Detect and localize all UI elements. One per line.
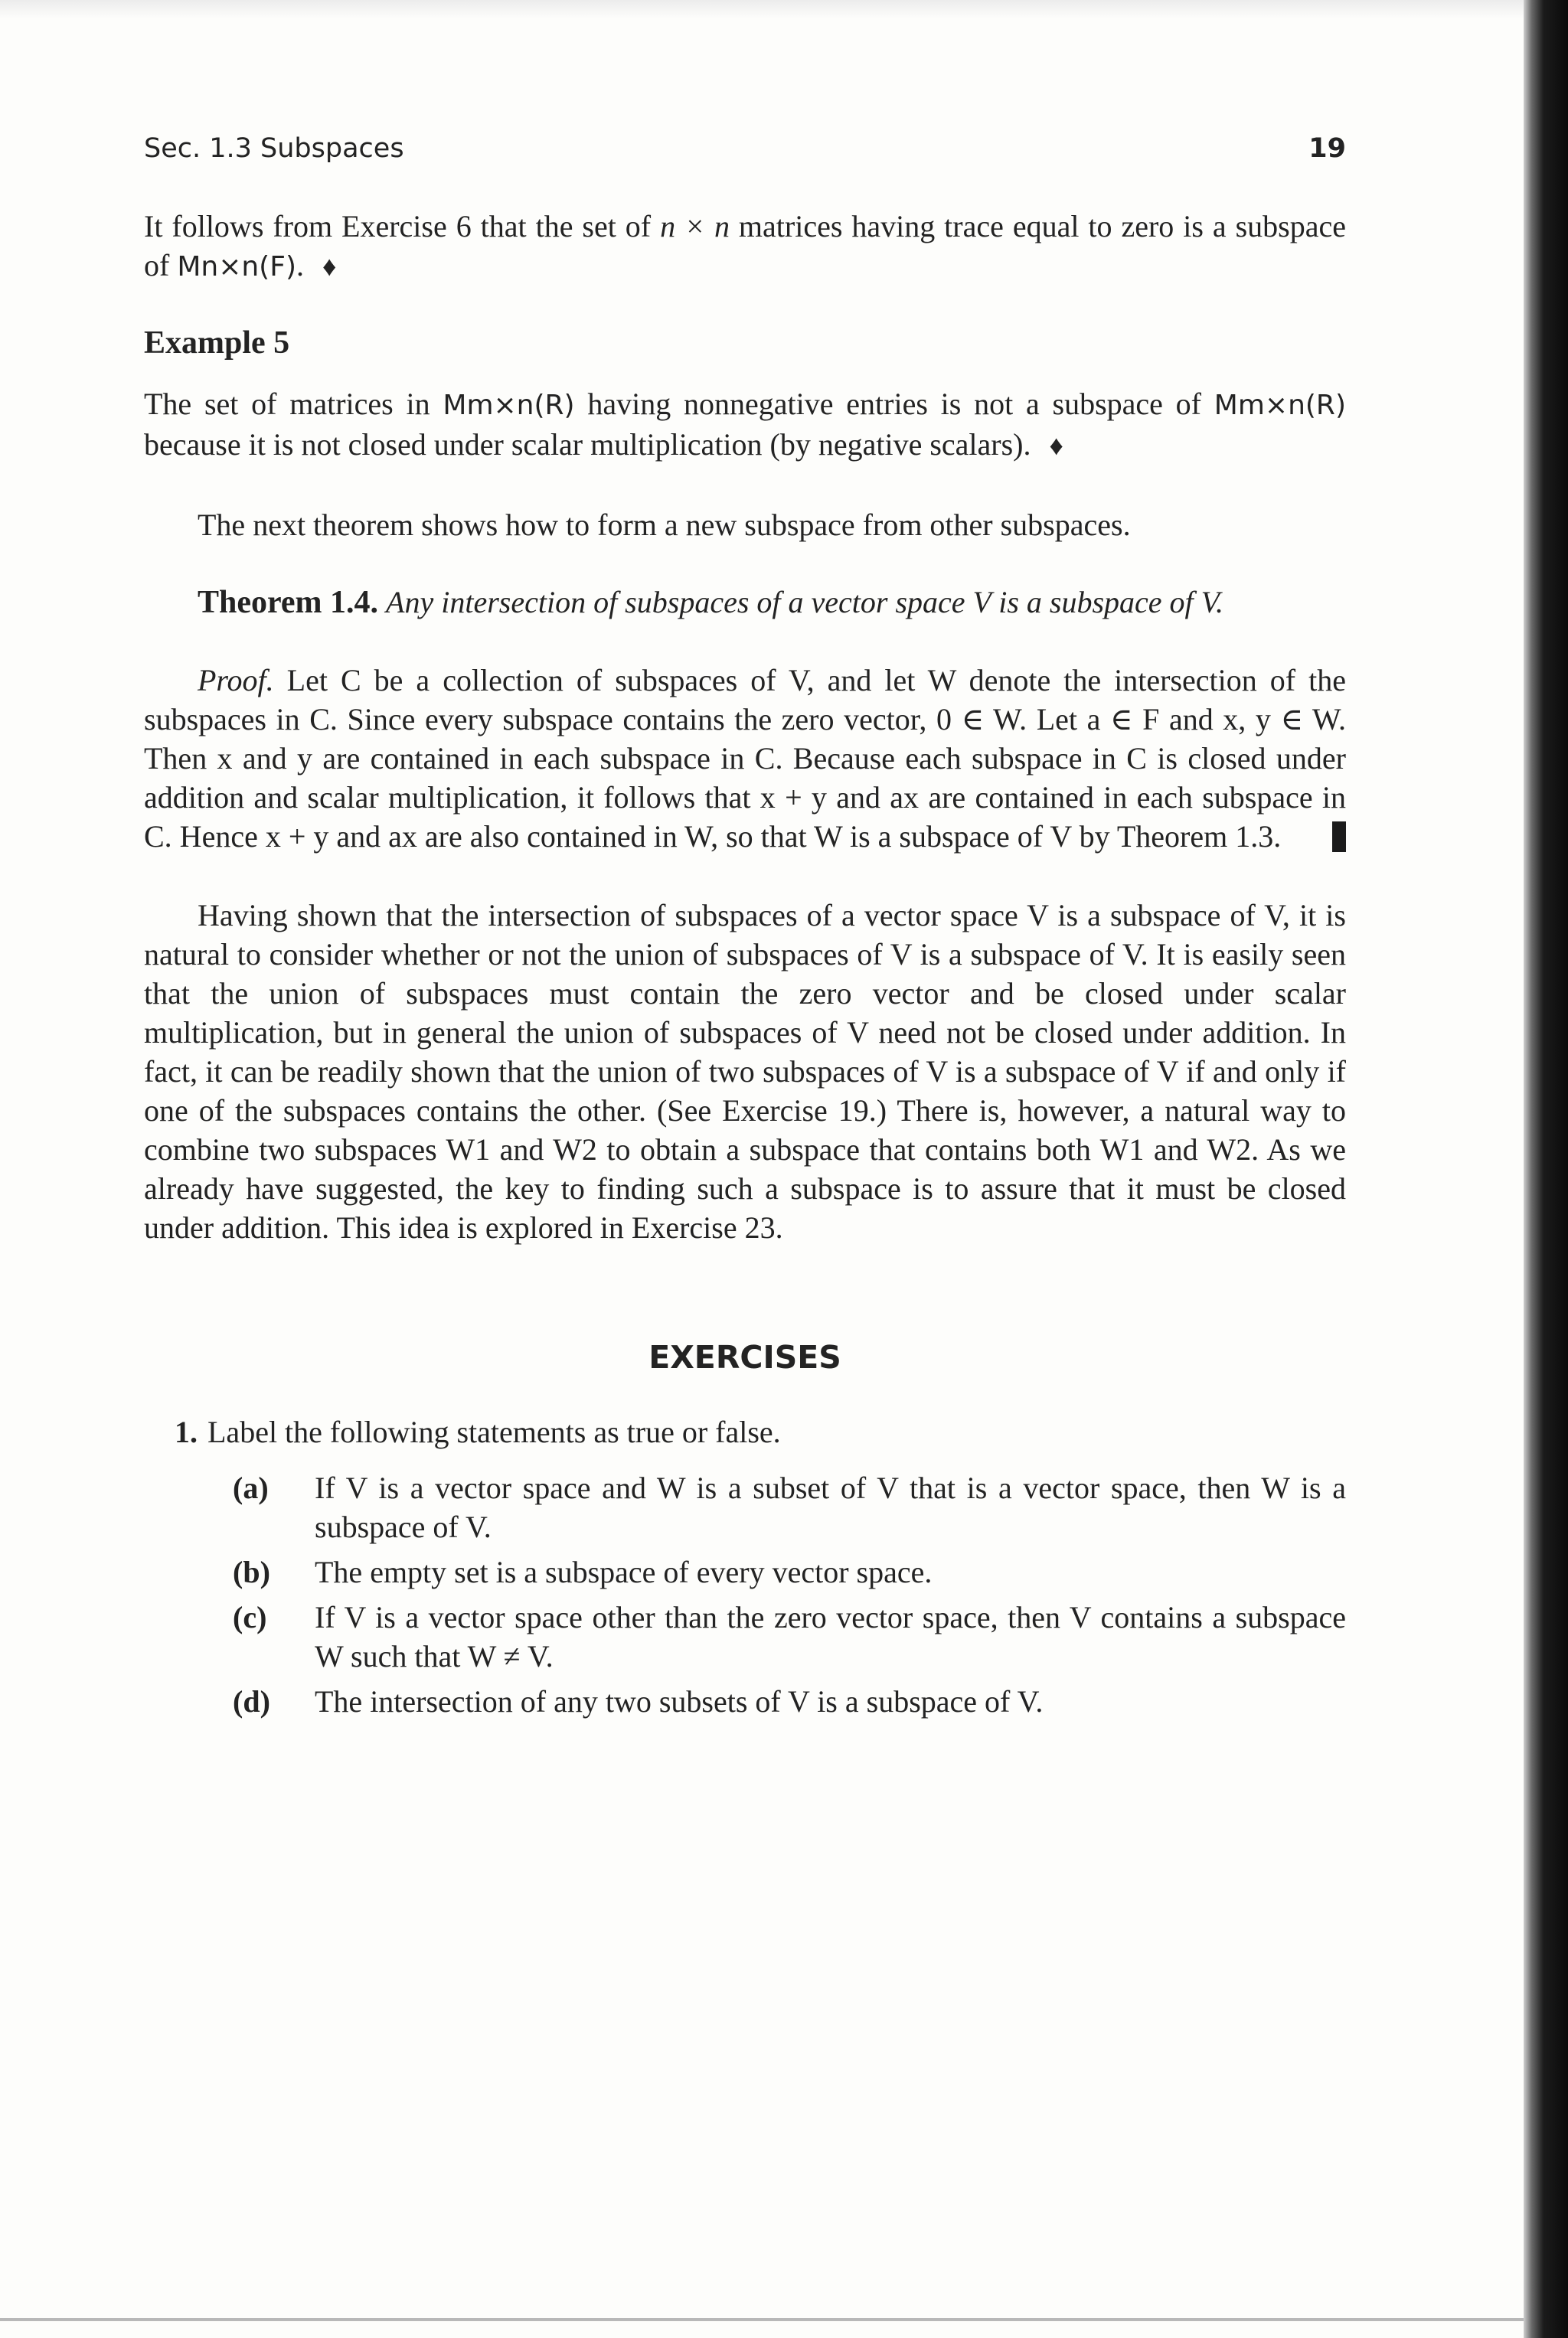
proof-paragraph — [144, 661, 1346, 856]
sub-item-text: If V is a vector space and W is a subset of V that is a vector space, then W is a subspace of V. — [315, 1471, 1346, 1544]
sub-item-text: The empty set is a subspace of every vector space. — [315, 1555, 933, 1589]
proof-label: Proof. — [198, 663, 274, 697]
list-item — [144, 1682, 1346, 1721]
theorem-label: Theorem 1.4. — [198, 585, 379, 620]
trace-math: n × n — [660, 209, 730, 243]
example-5-heading: Example 5 — [144, 325, 290, 361]
trace-text-3: . — [296, 248, 304, 282]
book-spine-shadow — [1524, 0, 1568, 2338]
ex5-space-2: Mm×n(R) — [1214, 390, 1346, 421]
proof-text: Let C be a collection of subspaces of V, and let W denote the intersection of the subspaces in C. Since every subspace contains the zero vector, 0 ∈ W. Let a ∈ F and x, y ∈ W. Then x and y are contained in each subspace in C. Because each subspace in C is closed under addition and scalar multiplication, it follows that x + y and ax are contained in each subspace in C. Hence x + y and ax are also contained in W, so that W is a subspace of V by Theorem 1.3. — [144, 663, 1346, 854]
page-number: 19 — [1308, 133, 1346, 164]
exercises-heading: EXERCISES — [648, 1339, 841, 1376]
ex5-space-1: Mm×n(R) — [443, 390, 575, 421]
next-theorem-paragraph: The next theorem shows how to form a new subspace from other subspaces. — [198, 508, 1131, 542]
sub-item-letter: (c) — [233, 1600, 267, 1634]
trace-text-1: It follows from Exercise 6 that the set of — [144, 209, 661, 243]
list-item — [144, 1598, 1346, 1676]
list-item — [144, 1468, 1346, 1546]
page-content — [144, 207, 1346, 1727]
sub-item-letter: (d) — [233, 1684, 270, 1719]
running-head: Sec. 1.3 Subspaces — [144, 133, 404, 164]
sub-item-letter: (b) — [233, 1555, 270, 1589]
sub-item-text: If V is a vector space other than the zero vector space, then V contains a subspace W such that W ≠ V. — [315, 1600, 1346, 1673]
exercise-1-paragraph — [175, 1412, 1346, 1451]
exercise-number: 1. — [175, 1415, 198, 1449]
page-bottom-edge — [0, 2318, 1524, 2321]
page-top-shadow — [0, 0, 1524, 18]
example-end-diamond-icon: ♦ — [322, 251, 337, 282]
qed-square-icon — [1332, 821, 1346, 852]
sub-item-text: The intersection of any two subsets of V is a subspace of V. — [315, 1684, 1044, 1719]
ex5-text-2: having nonnegative entries is not a subspace of — [574, 387, 1214, 421]
trace-space: Mn×n(F) — [177, 251, 296, 282]
example-end-diamond-icon: ♦ — [1049, 430, 1063, 461]
list-item — [144, 1553, 1346, 1592]
trace-paragraph — [144, 207, 1346, 286]
example-5-paragraph — [144, 384, 1346, 465]
exercise-1-text: Label the following statements as true or false. — [207, 1415, 781, 1449]
sub-item-letter: (a) — [233, 1471, 269, 1505]
theorem-1-4 — [144, 583, 1346, 622]
exercise-1 — [144, 1412, 1346, 1451]
page-header — [144, 133, 1346, 173]
union-paragraph: Having shown that the intersection of subspaces of a vector space V is a subspace of V, it is natural to consider whether or not the union of subspaces of V is a subspace of V. It is easily seen that the union of subspaces must contain the zero vector and be closed under scalar multiplication, but in general the union of subspaces of V need not be closed under addition. In fact, it can be readily shown that the union of two subspaces of V is a subspace of V if and only if one of the subspaces contains the other. (See Exercise 19.) There is, however, a natural way to combine two subspaces W1 and W2 to obtain a subspace that contains both W1 and W2. As we already have suggested, the key to finding such a subspace is to assure that it must be closed under addition. This idea is explored in Exercise 23. — [144, 898, 1346, 1245]
ex5-text-3: because it is not closed under scalar multiplication (by negative scalars). — [144, 427, 1031, 462]
exercise-1-sub-items — [144, 1468, 1346, 1721]
trace-text-2: matrices having trace equal to zero is a subspace of — [144, 209, 1346, 282]
theorem-statement: Any intersection of subspaces of a vector space V is a subspace of V. — [386, 585, 1223, 619]
ex5-text-1: The set of matrices in — [144, 387, 443, 421]
